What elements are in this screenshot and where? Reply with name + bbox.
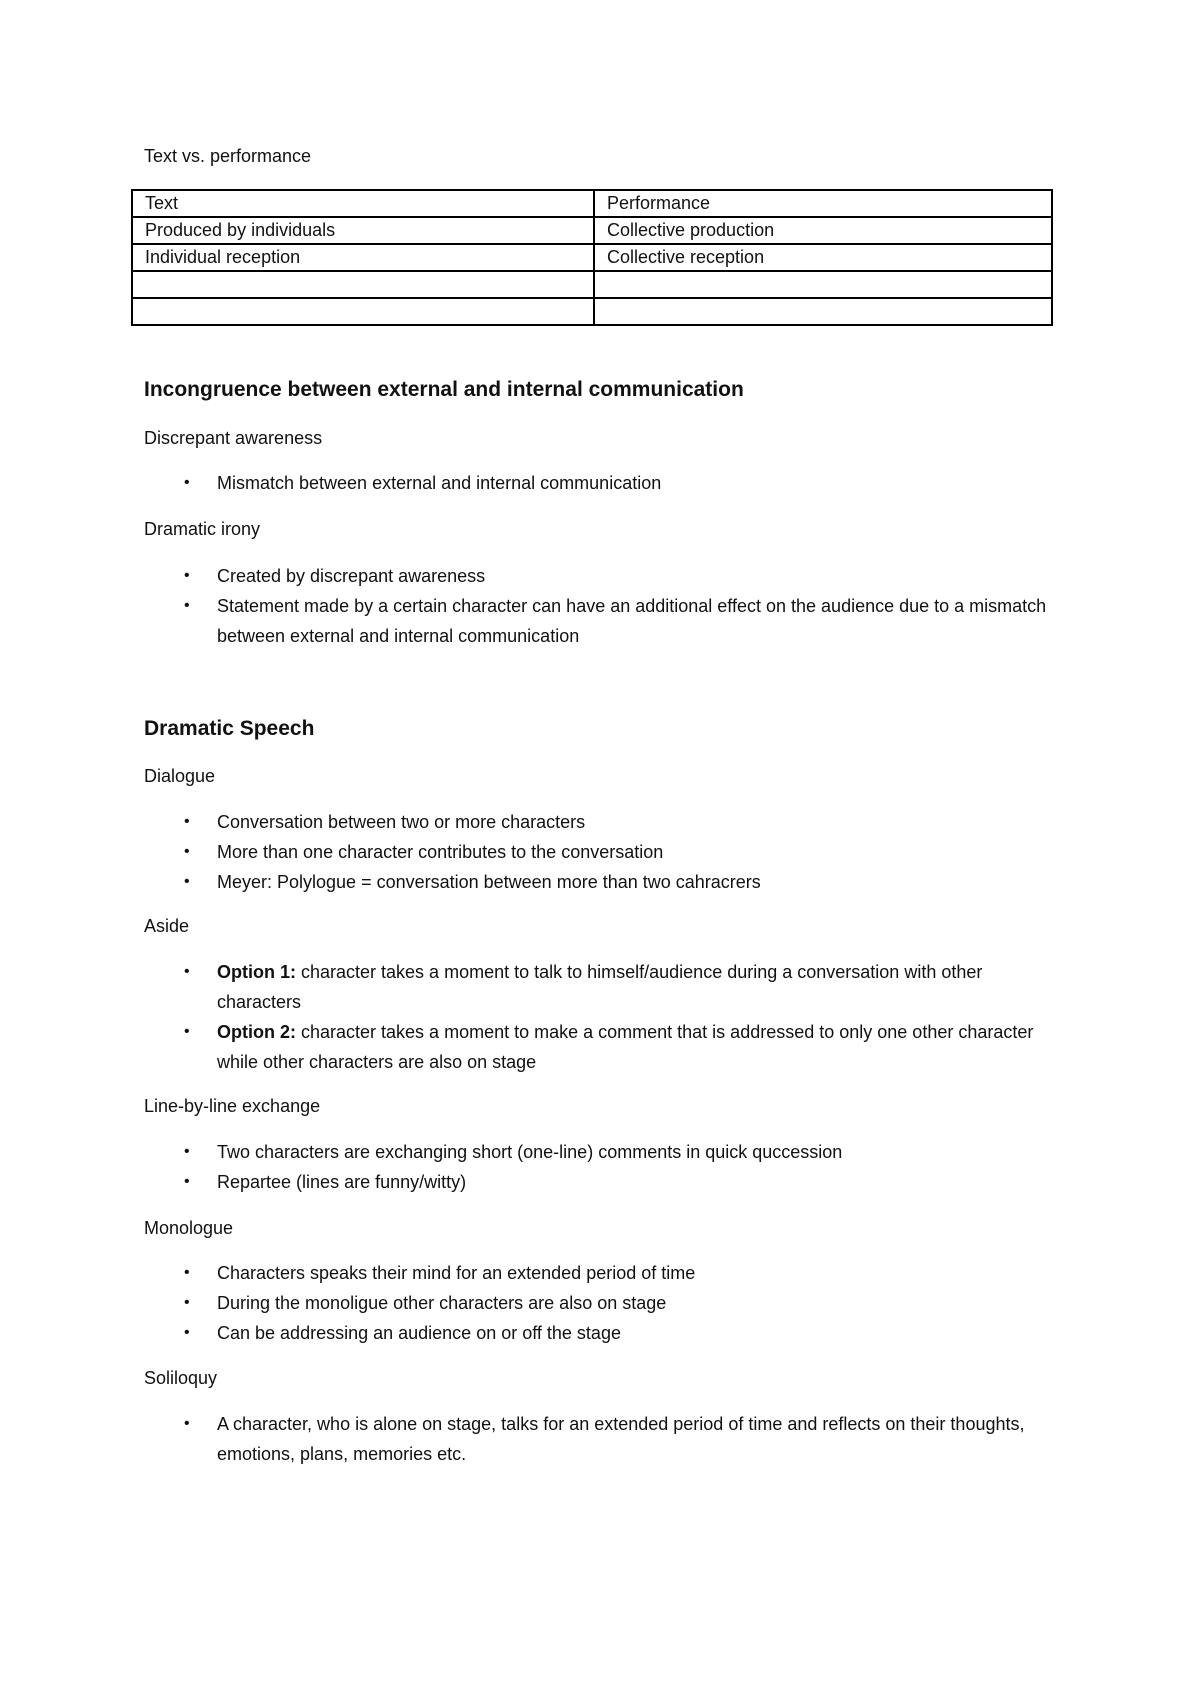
bullet-icon: • <box>184 963 190 980</box>
bullet-icon: • <box>184 597 190 614</box>
table-row <box>132 244 1052 271</box>
soliloquy-list <box>144 1409 1064 1469</box>
list-item: • Conversation between two or more characters <box>144 807 1064 837</box>
bullet-icon: • <box>184 567 190 584</box>
soliloquy-label: Soliloquy <box>144 1368 218 1388</box>
bullet-icon: • <box>184 1173 190 1190</box>
dialogue-list <box>144 807 1064 897</box>
comparison-table <box>131 189 1053 326</box>
list-item: • Can be addressing an audience on or off the stage <box>144 1318 1064 1348</box>
bullet-icon: • <box>184 474 190 491</box>
table-cell <box>132 271 594 298</box>
list-item: • Option 2: character takes a moment to make a comment that is addressed to only one other character while other characters are also on stage <box>144 1017 1064 1077</box>
table-cell: Collective production <box>594 217 1052 244</box>
table-row <box>132 298 1052 325</box>
table-row <box>132 271 1052 298</box>
table-cell: Produced by individuals <box>132 217 594 244</box>
table-cell <box>594 271 1052 298</box>
table-row <box>132 190 1052 217</box>
line-by-line-list <box>144 1137 1064 1197</box>
bullet-icon: • <box>184 1264 190 1281</box>
bullet-icon: • <box>184 1023 190 1040</box>
incongruence-heading: Incongruence between external and internal communication <box>144 378 744 401</box>
list-item: • Statement made by a certain character can have an additional effect on the audience due to a mismatch between external and internal communication <box>144 591 1064 651</box>
list-item: • Characters speaks their mind for an extended period of time <box>144 1258 1064 1288</box>
dramatic-speech-heading: Dramatic Speech <box>144 717 315 740</box>
list-item: • During the monoligue other characters are also on stage <box>144 1288 1064 1318</box>
table-cell: Text <box>132 190 594 217</box>
bullet-icon: • <box>184 1294 190 1311</box>
list-item: • Two characters are exchanging short (one-line) comments in quick quccession <box>144 1137 1064 1167</box>
table-cell: Performance <box>594 190 1052 217</box>
dramatic-irony-label: Dramatic irony <box>144 519 261 539</box>
table-cell <box>132 298 594 325</box>
dialogue-label: Dialogue <box>144 766 216 786</box>
table-row <box>132 217 1052 244</box>
bullet-icon: • <box>184 1324 190 1341</box>
discrepant-awareness-label: Discrepant awareness <box>144 428 323 448</box>
table-cell: Individual reception <box>132 244 594 271</box>
list-item: • Mismatch between external and internal communication <box>144 468 1064 498</box>
list-item: • Meyer: Polylogue = conversation between more than two cahracrers <box>144 867 1064 897</box>
list-item: • Repartee (lines are funny/witty) <box>144 1167 1064 1197</box>
bullet-icon: • <box>184 843 190 860</box>
bullet-icon: • <box>184 813 190 830</box>
bullet-icon: • <box>184 873 190 890</box>
list-item: • A character, who is alone on stage, talks for an extended period of time and reflects on their thoughts, emotions, plans, memories etc. <box>144 1409 1064 1469</box>
bullet-icon: • <box>184 1143 190 1160</box>
dramatic-irony-list <box>144 561 1064 651</box>
intro-title: Text vs. performance <box>144 146 312 166</box>
aside-label: Aside <box>144 916 190 936</box>
discrepant-awareness-list <box>144 468 1064 498</box>
list-item: • Option 1: character takes a moment to talk to himself/audience during a conversation with other characters <box>144 957 1064 1017</box>
monologue-list <box>144 1258 1064 1348</box>
table-cell: Collective reception <box>594 244 1052 271</box>
line-by-line-label: Line-by-line exchange <box>144 1096 321 1116</box>
aside-list <box>144 957 1064 1077</box>
bullet-icon: • <box>184 1415 190 1432</box>
monologue-label: Monologue <box>144 1218 234 1238</box>
list-item: • Created by discrepant awareness <box>144 561 1064 591</box>
table-cell <box>594 298 1052 325</box>
list-item: • More than one character contributes to the conversation <box>144 837 1064 867</box>
